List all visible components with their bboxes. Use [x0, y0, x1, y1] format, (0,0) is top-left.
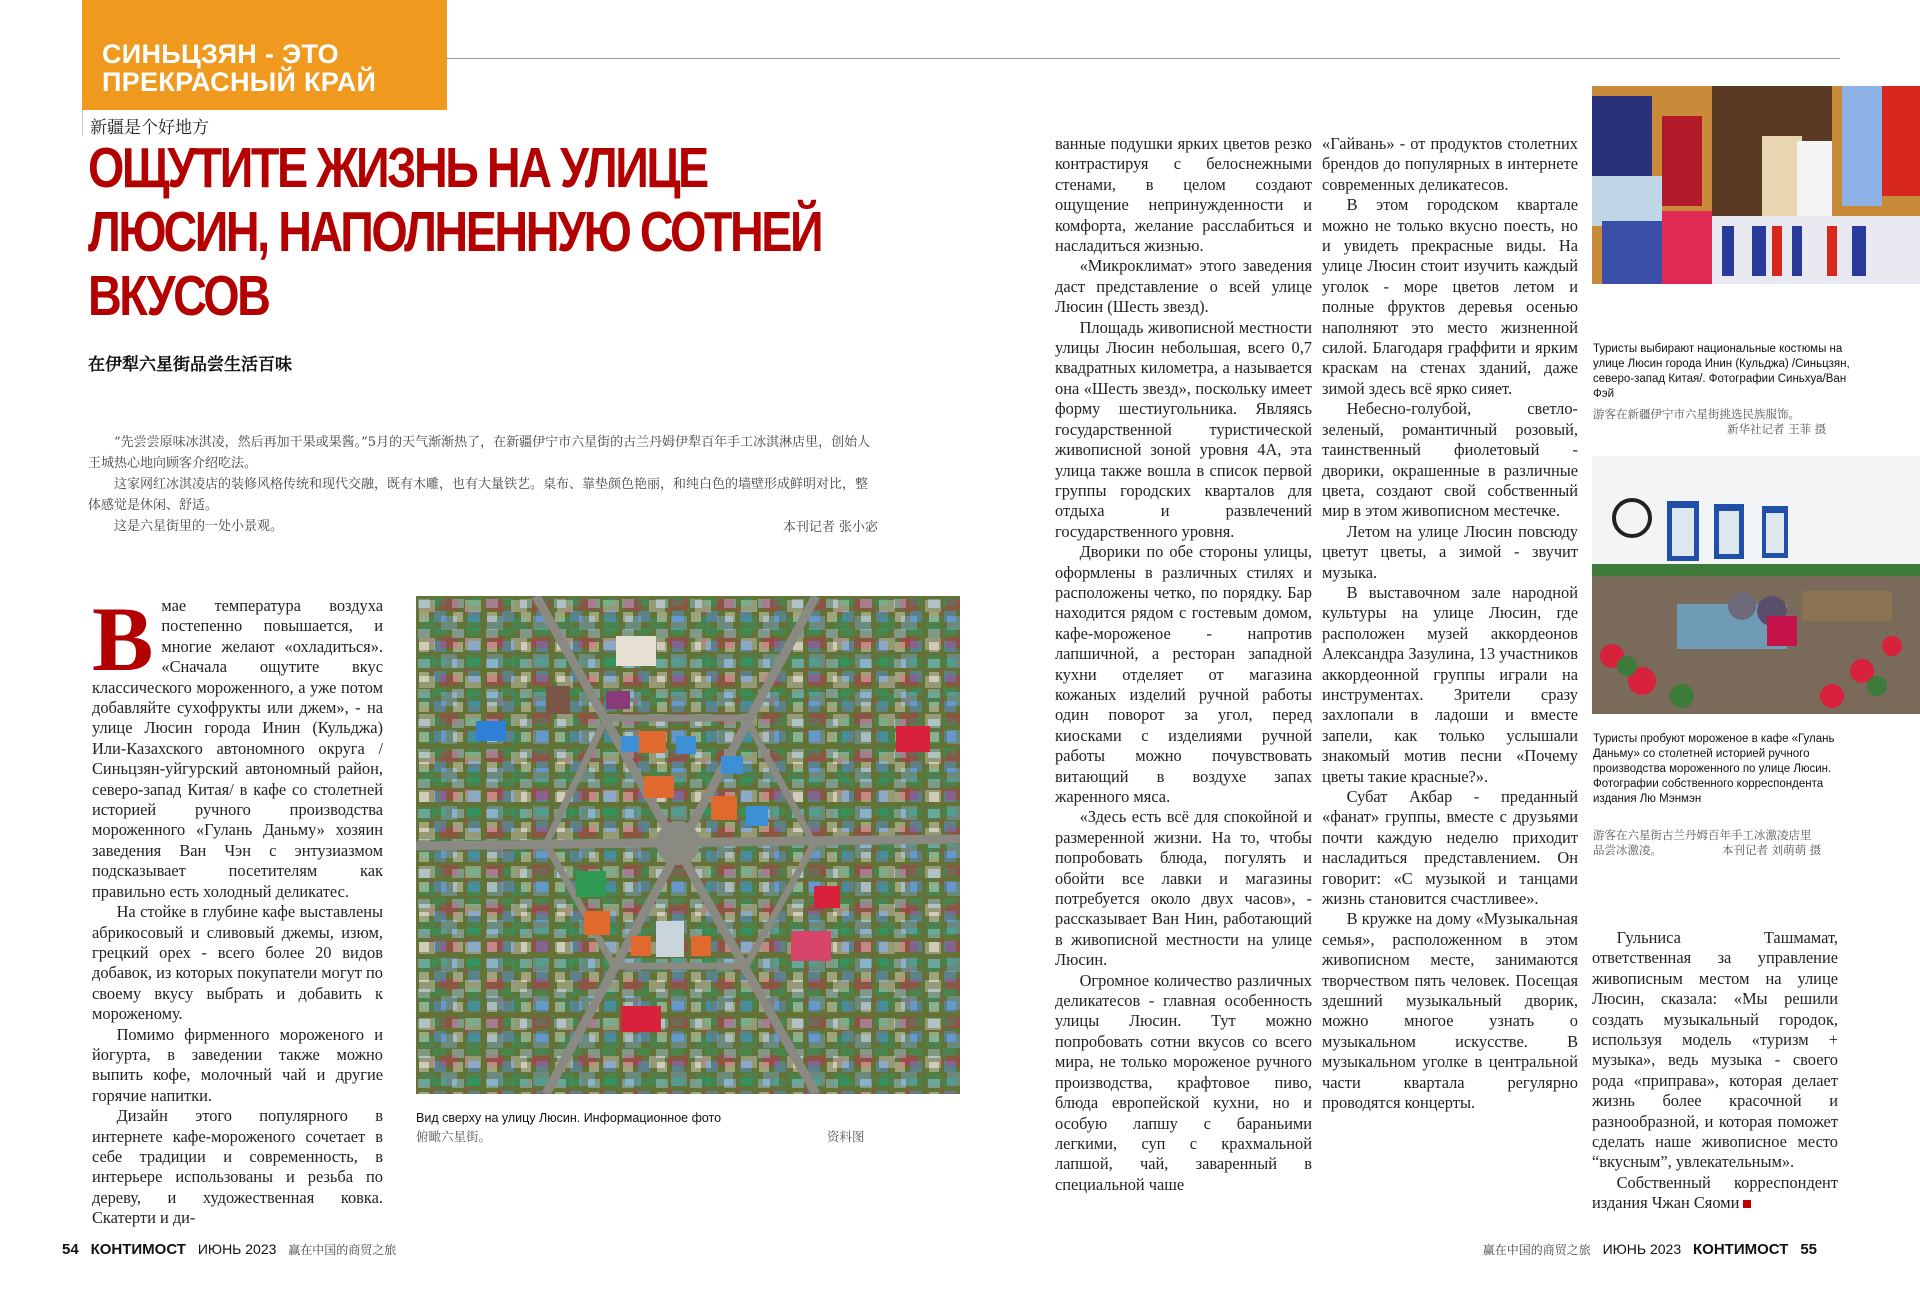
- aerial-photo-illustration: [416, 596, 960, 1094]
- slogan-cn: 赢在中国的商贸之旅: [1482, 1243, 1591, 1257]
- headline: [88, 136, 822, 328]
- footer-right: [1483, 1241, 1825, 1258]
- article-paragraph: Площадь живописной местности улицы Люсин небольшая, всего 0,7 квадратных километра, а называется она «Шесть звезд», поскольку имеет форму шестиугольника. Являясь государственной туристической живописной зоной уровня 4А, эта улица также вошла в список первой группы городских кварталов для отдыха и развлечений государственного уровня.: [1055, 317, 1312, 541]
- article-paragraph: Огромное количество различных деликатесов - главная особенность улицы Люсин. Тут можно попробовать сотни вкусов со всего мира, не только мороженое ручного производства, крафтовое пиво, блюда европейской кухни, но и особую лапшу с бараньими легкими, суп с крахмальной лапшой, чай, заваренный в специальной чаше: [1055, 970, 1312, 1194]
- article-signature: [1592, 1173, 1838, 1214]
- costumes-caption-cn: 游客在新疆伊宁市六星街挑选民族服饰。: [1593, 407, 1800, 421]
- lead-cn-paragraph: 这家网红冰淇凌店的装修风格传统和现代交融，既有木雕，也有大量铁艺。桌布、靠垫颜色艳丽，和纯白色的墙壁形成鲜明对比，整体感觉是休闲、舒适。: [88, 477, 869, 513]
- cafe-photo-illustration: [1592, 456, 1920, 714]
- aerial-credit: 资料图: [827, 1129, 865, 1144]
- article-paragraph-text: мае температура воздуха постепенно повышается, и многие желают «охладиться». «Сначала ощутите вкус классического мороженного, а уже потом добавляйте сухофрукты или джем», - на улице Люсин города Инин (Кульджа) Или-Казахского автономного округа / Синьцзян-уйгурский автономный район, северо-запад Китая/ в кафе со столетней историей ручного производства мороженного «Гулань Даньму» хозяин заведения Ван Чэн с энтузиазмом подсказывает посетителям как правильно есть холодный деликатес.: [92, 596, 383, 901]
- end-mark-icon: [1743, 1200, 1751, 1208]
- drop-cap: В: [92, 588, 154, 690]
- headline-line: ЛЮСИН, НАПОЛНЕННУЮ СОТНЕЙ: [88, 200, 822, 264]
- cafe-caption-cn: 游客在六星街古兰丹姆百年手工冰激凌店里: [1593, 828, 1812, 842]
- article-signature-text: Собственный корреспондент издания Чжан Сяоми: [1592, 1172, 1838, 1213]
- article-paragraph: В кружке на дому «Музыкальная семья», расположенном в этом живописном месте, занимаются творчеством пять человек. Посещая здешний музыкальный дворик, можно многое узнать о музыкальном искусстве. В музыкальном уголке в центральной части квартала регулярно проводятся концерты.: [1322, 909, 1578, 1113]
- lead-cn: [88, 432, 878, 537]
- header-side-rule: [82, 110, 83, 136]
- slogan-cn: 赢在中国的商贸之旅: [288, 1243, 397, 1257]
- cafe-photo: [1592, 456, 1920, 714]
- costumes-caption: Туристы выбирают национальные костюмы на улице Люсин города Инин (Кульджа) /Синьцзян, северо-запад Китая/. Фотографии Синьхуа/Ван Фэй: [1593, 343, 1850, 400]
- magazine-name: КОНТИМОСТ: [90, 1241, 186, 1258]
- article-paragraph: Небесно-голубой, светло-зеленый, романтичный розовый, таинственный фиолетовый - дворики, окрашенные в различные цвета, создают свой собственный мир в этом живописном местечке.: [1322, 399, 1578, 521]
- article-paragraph: Гульниса Ташмамат, ответственная за управление живописным местом на улице Люсин, сказала: «Мы решили создать музыкальный городок, используя модель «туризм + музыка», ведь музыка - своего рода «приправа», которая делает жизнь более красочной и разнообразной, и которая поможет сделать наше живописное место “вкусным”, увлекательным».: [1592, 928, 1838, 1172]
- aerial-caption: Вид сверху на улицу Люсин. Информационное фото: [416, 1111, 722, 1125]
- article-column-3: [1322, 134, 1578, 1114]
- article-paragraph: «Здесь есть всё для спокойной и размеренной жизни. На то, чтобы попробовать блюда, погулять и обойти все лавки и магазины потребуется около двух часов», - рассказывает Ван Нин, работающий в живописной местности на улице Люсин.: [1055, 807, 1312, 970]
- costumes-photo-illustration: [1592, 86, 1920, 284]
- subtitle-cn: 在伊犁六星街品尝生活百味: [88, 355, 292, 374]
- lead-byline: 本刊记者 张小宓: [782, 520, 878, 535]
- article-paragraph: Субат Акбар - преданный «фанат» группы, вместе с друзьями почти каждую неделю приходит насладиться представлением. Он говорит: «С музыкой и танцами жизнь становится счастливее».: [1322, 787, 1578, 909]
- article-paragraph: [92, 588, 383, 902]
- aerial-photo: [416, 596, 960, 1094]
- article-paragraph: В этом городском квартале можно не только вкусно поесть, но и увидеть прекрасные виды. На улице Люсин стоит изучить каждый уголок - море цветов летом и полные фруктов деревья осенью наполняют это место жизненной силой. Благодаря граффити и ярким краскам на стенах зданий, даже зимой здесь всё ярко сияет.: [1322, 195, 1578, 398]
- section-title: [102, 40, 442, 96]
- cafe-caption: Туристы пробуют мороженое в кафе «Гулань Даньму» со столетней историей ручного производства мороженного по улице Люсин. Фотографии собственного корреспондента издания Лю Мэнмэн: [1593, 733, 1835, 805]
- headline-line: ВКУСОВ: [88, 264, 269, 328]
- header-rule: [447, 58, 1840, 59]
- article-paragraph: Помимо фирменного мороженого и йогурта, в заведении также можно выпить кофе, молочный чай и другие горячие напитки.: [92, 1024, 383, 1105]
- aerial-caption-cn: 俯瞰六星街。: [416, 1129, 492, 1144]
- issue-date: ИЮНЬ 2023: [1602, 1241, 1682, 1257]
- article-paragraph: Дворики по обе стороны улицы, оформлены в различных стилях и расположены четко, по порядку. Бар находится рядом с гостевым домом, кафе-мороженое - напротив лапшичной, а ресторан западной кухни отделяет от магазина кожаных изделий ручной работы один поворот за угол, перед киосками с изделиями ручной работы можно почувствовать витающий в воздухе запах жаренного мяса.: [1055, 542, 1312, 806]
- article-column-4: [1592, 928, 1838, 1214]
- headline-line: ОЩУТИТЕ ЖИЗНЬ НА УЛИЦЕ: [88, 136, 707, 200]
- article-paragraph: «Гайвань» - от продуктов столетних брендов до популярных в интернете современных деликатесов.: [1322, 134, 1578, 194]
- cafe-credit: 本刊记者 刘萌萌 摄: [1722, 843, 1822, 857]
- issue-date: ИЮНЬ 2023: [197, 1241, 277, 1257]
- article-column-1: [92, 588, 383, 1229]
- lead-cn-paragraph: 这是六星街里的一处小景观。: [114, 519, 284, 534]
- section-title-line: ПРЕКРАСНЫЙ КРАЙ: [102, 67, 377, 97]
- lead-cn-paragraph: “先尝尝原味冰淇凌，然后再加干果或果酱。”5月的天气渐渐热了，在新疆伊宁市六星街的古兰丹姆伊犁百年手工冰淇淋店里，创始人王城热心地向顾客介绍吃法。: [88, 435, 871, 471]
- page-number: 54: [62, 1241, 79, 1258]
- section-title-cn: 新疆是个好地方: [90, 118, 209, 137]
- section-title-line: СИНЬЦЗЯН - ЭТО: [102, 39, 339, 69]
- article-paragraph: «Микроклимат» этого заведения даст представление о всей улице Люсин (Шесть звезд).: [1055, 256, 1312, 317]
- footer-left: [62, 1241, 404, 1258]
- cafe-caption-cn-line2: 品尝冰激凌。: [1593, 843, 1662, 857]
- article-column-2: [1055, 134, 1312, 1195]
- article-paragraph: В выставочном зале народной культуры на улице Люсин, где расположен музей аккордеонов Александра Зазулина, 13 участников аккордеонной группы играли на инструментах. Зрители сразу захлопали в ладоши и вместе запели, как только услышали знакомый мотив песни «Почему цветы такие красные?».: [1322, 582, 1578, 786]
- article-paragraph: На стойке в глубине кафе выставлены абрикосовый и сливовый джемы, изюм, грецкий орех - всего более 20 видов добавок, из которых покупатели могут по своему вкусу выбрать и добавить к мороженому.: [92, 902, 383, 1024]
- article-paragraph: Дизайн этого популярного в интернете кафе-мороженого сочетает в себе традиции и современность, в интерьере использованы и резьба по дереву, и художественная ковка. Скатерти и ди-: [92, 1106, 383, 1228]
- article-paragraph: Летом на улице Люсин повсюду цветут цветы, а зимой - звучит музыка.: [1322, 521, 1578, 582]
- article-paragraph: ванные подушки ярких цветов резко контрастируя с белоснежными стенами, в целом создают ощущение непринужденности и комфорта, желание расслабиться и насладиться жизнью.: [1055, 134, 1312, 256]
- page-number: 55: [1800, 1241, 1817, 1258]
- costumes-photo: [1592, 86, 1920, 284]
- magazine-name: КОНТИМОСТ: [1693, 1241, 1789, 1258]
- costumes-credit: 新华社记者 王菲 摄: [1727, 422, 1827, 436]
